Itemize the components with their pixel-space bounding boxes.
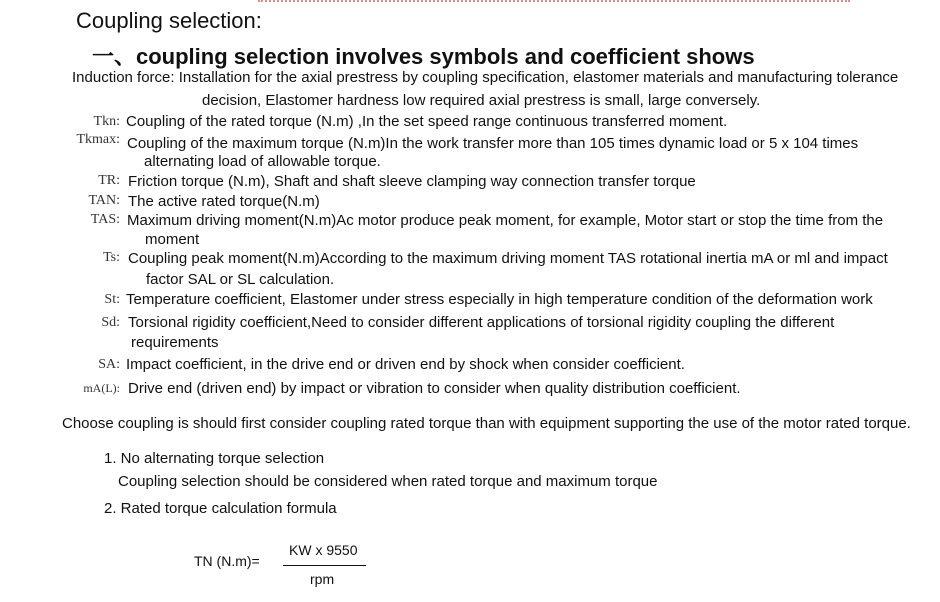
list-item-1-detail: Coupling selection should be considered when rated torque and maximum torque	[118, 473, 658, 490]
section-title: 一、coupling selection involves symbols and coefficient shows	[92, 44, 755, 69]
formula-lhs: TN (N.m)=	[194, 553, 260, 569]
choose-coupling-text: Choose coupling is should first consider coupling rated torque than with equipment supporting the use of the motor rated torque.	[62, 415, 911, 432]
symbol-tas: TAS:	[90, 212, 120, 227]
symbol-ts: Ts:	[103, 250, 120, 265]
definition-tan: The active rated torque(N.m)	[128, 193, 320, 210]
definition-tkmax-cont: alternating load of allowable torque.	[144, 153, 381, 170]
definition-sd-cont: requirements	[131, 334, 219, 351]
definition-ma: Drive end (driven end) by impact or vibration to consider when quality distribution coefficient.	[128, 380, 741, 397]
definition-tr: Friction torque (N.m), Shaft and shaft sleeve clamping way connection transfer torque	[128, 173, 696, 190]
list-item-2: 2. Rated torque calculation formula	[104, 500, 337, 517]
symbol-tkn: Tkn:	[93, 114, 120, 129]
definition-sd: Torsional rigidity coefficient,Need to consider different applications of torsional rigidity coupling the different	[128, 314, 835, 331]
page-heading: Coupling selection:	[76, 8, 262, 33]
fraction-bar	[283, 565, 366, 566]
definition-sa: Impact coefficient, in the drive end or driven end by shock when consider coefficient.	[126, 356, 685, 373]
definition-tkn: Coupling of the rated torque (N.m) ,In the set speed range continuous transferred moment.	[126, 113, 728, 130]
top-dotted-rule	[258, 0, 850, 2]
definition-ts-cont: factor SAL or SL calculation.	[146, 271, 335, 288]
symbol-tkmax: Tkmax:	[76, 132, 120, 147]
definition-tas-cont: moment	[145, 231, 200, 248]
definition-tkmax: Coupling of the maximum torque (N.m)In the work transfer more than 105 times dynamic load or 5 x 104 times	[127, 135, 859, 152]
intro-line-2: decision, Elastomer hardness low required axial prestress is small, large conversely.	[202, 92, 761, 109]
symbol-tan: TAN:	[88, 193, 120, 208]
definition-tas: Maximum driving moment(N.m)Ac motor produce peak moment, for example, Motor start or stop the time from the	[127, 212, 884, 229]
symbol-tr: TR:	[98, 173, 120, 188]
symbol-ma: mA(L):	[83, 381, 120, 395]
formula-denominator: rpm	[310, 571, 335, 587]
list-item-1: 1. No alternating torque selection	[104, 450, 325, 467]
symbol-st: St:	[104, 292, 120, 307]
symbol-sd: Sd:	[101, 315, 120, 330]
formula-numerator: KW x 9550	[289, 542, 358, 558]
definition-st: Temperature coefficient, Elastomer under stress especially in high temperature condition of the deformation work	[126, 291, 873, 308]
symbol-sa: SA:	[98, 357, 120, 372]
definition-ts: Coupling peak moment(N.m)According to the maximum driving moment TAS rotational inertia mA or ml and impact	[128, 250, 888, 267]
intro-line-1: Induction force: Installation for the axial prestress by coupling specification, elastomer materials and manufacturing tolerance	[72, 69, 899, 86]
